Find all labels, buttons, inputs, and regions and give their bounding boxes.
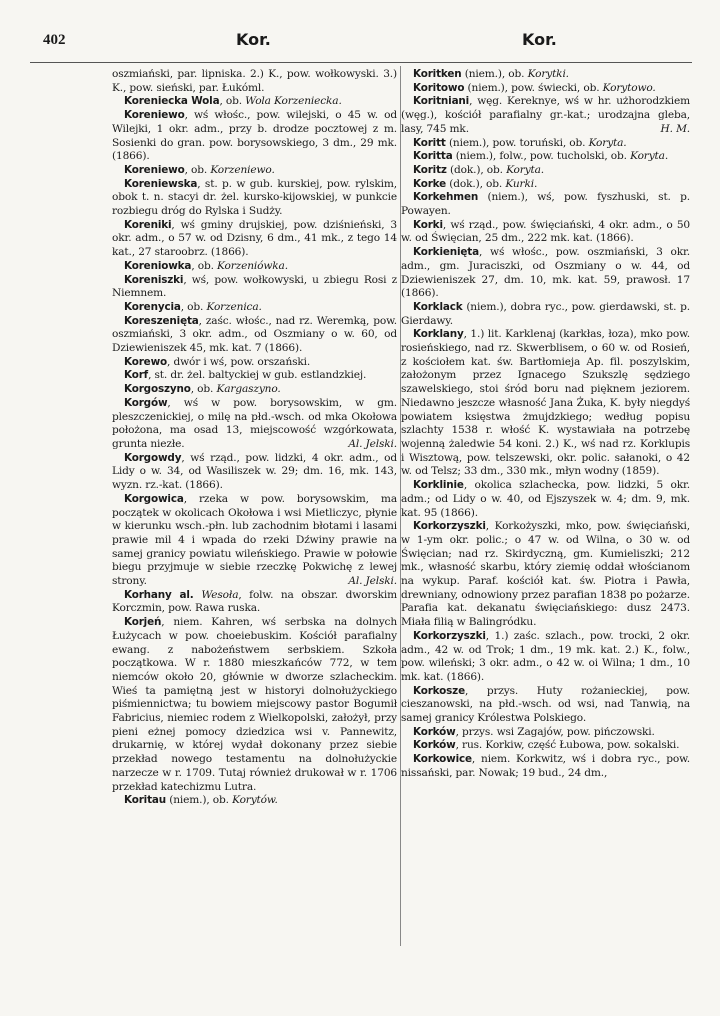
entry-cross-reference: Korytów. xyxy=(232,794,278,807)
dictionary-entry xyxy=(112,260,397,274)
dictionary-entry xyxy=(112,589,397,616)
entry-headword: Korkehmen xyxy=(413,191,479,204)
entry-text: , wś, pow. wołkowyski, u zbiegu Rosi z Niemnem. xyxy=(112,273,397,300)
entry-text: , wś gminy drujskiej, pow. dziśnieński, 3 okr. adm., o 57 w. od Dzisny, 6 dm., 41 mk., z tego 14 kat., 27 staroobrz. (1866). xyxy=(112,218,397,259)
entry-text: , wś włośc., pow. oszmiański, 3 okr. adm., gm. Juraciszki, od Oszmiany o w. 44, od Dziewieniszek 27, dm. 10, mk. kat. 59, prawosł. 17 (1866). xyxy=(401,246,690,300)
entry-headword: Korki xyxy=(413,218,443,231)
entry-headword: Korkowice xyxy=(413,753,472,766)
entry-headword: Koreniewo xyxy=(124,163,185,176)
entry-text: , wś rząd., pow. lidzki, 4 okr. adm., od Lidy o w. 34, od Wasiliszek w. 29; dm. 16, mk. 143, wyzn. rz.-kat. (1866). xyxy=(112,451,397,492)
running-head-left: Kor. xyxy=(236,30,271,49)
dictionary-entry xyxy=(401,164,690,178)
dictionary-entry xyxy=(112,178,397,219)
entry-cross-reference: Kurki. xyxy=(505,177,538,190)
entry-text: , niem. Kahren, wś serbska na dolnych Łużycach w pow. choeiebuskim. Kościół parafialny ewang. z nabożeństwem serbskiem. Szkoła początkowa. W r. 1880 mieszkańców 772, w tem niemców około 20, głównie w dworze szlacheckim. Wieś ta pamiętną jest w historyi dolnołużyckiego piśmiennictwa; tu bowiem miejscowy pastor Bogumił Fabricius, niemiec rodem z Wielkopolski, założył, przy pieni eżnej pomocy dziedzica wsi v. Pannewitz, drukarnię, w której wydał dokonany przez siebie przekład nowego testamentu na dolnołużyckie narzecze w r. 1709. Tutaj również drukował w r. 1706 przekład katechizmu Lutra. xyxy=(112,616,397,793)
dictionary-entry xyxy=(112,274,397,301)
entry-headword: Korgów xyxy=(124,396,168,409)
dictionary-entry xyxy=(112,164,397,178)
entry-text: (niem.), folw., pow. tucholski, ob. xyxy=(452,150,631,163)
entry-headword: Koritau xyxy=(124,794,167,807)
entry-headword: Koreniewo xyxy=(124,109,185,122)
entry-headword: Korkienięta xyxy=(413,246,479,259)
entry-text: (niem.), ob. xyxy=(166,794,233,807)
dictionary-entry xyxy=(112,452,397,493)
entry-headword: Korkorzyszki xyxy=(413,520,486,533)
dictionary-entry xyxy=(112,315,397,356)
entry-text: , dwór i wś, pow. orszański. xyxy=(167,355,311,368)
page-number: 402 xyxy=(43,32,66,48)
entry-cross-reference: Korzeniówka. xyxy=(217,259,288,272)
entry-headword: Korgowdy xyxy=(124,451,182,464)
entry-text: oszmiański, par. lipniska. 2.) K., pow. wołkowyski. 3.) K., pow. sieński, par. Łukóml. xyxy=(112,68,397,94)
entry-text: , ob. xyxy=(184,163,211,176)
entry-signature: Al. Jelski. xyxy=(348,575,397,588)
entry-text: (niem.), pow. toruński, ob. xyxy=(445,136,589,149)
dictionary-entry xyxy=(401,479,690,520)
entry-text: (niem.), wś, pow. fyszhuski, st. p. Powayen. xyxy=(401,191,690,218)
dictionary-entry xyxy=(401,219,690,246)
dictionary-entry xyxy=(401,246,690,301)
dictionary-entry xyxy=(401,726,690,740)
entry-text: , ob. xyxy=(219,95,246,108)
entry-text: , ob. xyxy=(180,300,207,313)
entry-text: , rzeka w pow. borysowskim, ma początek w okolicach Okołowa i wsi Mietliczyc, płynie w kierunku wsch.-płn. lub zachodnim błotami i lasami prawie mil 4 i wpada do rzeki Dźwiny prawie na samej granicy powiatu wileńskiego. Prawie w połowie biegu przyjmuje w siebie rzeczkę Pokwichę z lewej strony. xyxy=(112,492,397,588)
entry-headword: Korhany al. xyxy=(124,588,202,601)
entry-cross-reference: Korzenica. xyxy=(206,300,262,313)
entry-headword: Korke xyxy=(413,177,447,190)
entry-cross-reference: Koryta. xyxy=(630,150,669,163)
entry-headword: Korków xyxy=(413,739,456,752)
entry-headword: Korklany xyxy=(413,328,464,341)
entry-cross-reference: Koryta. xyxy=(506,163,545,176)
entry-text: (dok.), ob. xyxy=(446,163,507,176)
entry-cross-reference: Korytowo. xyxy=(602,81,656,94)
entry-text: , folw. na obszar. dworskim Korczmin, pow. Rawa ruska. xyxy=(112,588,397,615)
entry-text: , Korkożyszki, mko, pow. święciański, w 1-ym okr. polic.; o 47 w. od Wilna, o 30 w. od Święcian; nad rz. Skirdyczną, gm. Kumieliszki; 212 mk., własność skarbu, który ziemię oddał włościanom na wykup. Paraf. kościół kat. św. Piotra i Pawła, drewniany, odnowiony przez parafian 1838 po pożarze. Parafia kat. dekanatu święciańskiego: dusz 2473. Miała filią w Balingródku. xyxy=(401,520,690,629)
dictionary-entry xyxy=(112,616,397,794)
entry-headword: Korgowica xyxy=(124,492,184,505)
dictionary-entry xyxy=(401,178,690,192)
entry-headword: Korjeń xyxy=(124,616,162,629)
entry-text: , st. p. w gub. kurskiej, pow. rylskim, obok t. n. stacyi dr. żel. kursko-kijowskiej, w punkcie rozbiegu dróg do Rylska i Sudży. xyxy=(112,177,397,218)
dictionary-entry xyxy=(112,109,397,164)
header-rule xyxy=(30,62,692,63)
entry-signature: Al. Jelski. xyxy=(348,437,397,450)
entry-cross-reference: Korzeniewo. xyxy=(210,163,275,176)
entry-headword: Koreniszki xyxy=(124,273,184,286)
entry-text: , wś włośc., pow. wilejski, o 45 w. od Wilejki, 1 okr. adm., przy b. drodze pocztowej z m. Sosienki do gran. pow. borysowskiego, 3 dm., 29 mk. (1866). xyxy=(112,109,397,163)
right-column xyxy=(401,68,690,781)
entry-headword: Korklack xyxy=(413,300,463,313)
dictionary-entry xyxy=(401,520,690,630)
entry-cross-reference: Korytki. xyxy=(527,68,569,80)
dictionary-entry xyxy=(112,219,397,260)
dictionary-entry xyxy=(401,95,690,136)
dictionary-entry xyxy=(112,68,397,95)
entry-headword: Koritt xyxy=(413,136,446,149)
dictionary-entry xyxy=(112,794,397,808)
entry-headword: Korewo xyxy=(124,355,168,368)
entry-headword: Koritta xyxy=(413,150,453,163)
entry-text: (niem.), ob. xyxy=(461,68,528,80)
entry-headword: Koreniecka Wola xyxy=(124,95,220,108)
entry-headword: Koreszenięta xyxy=(124,314,199,327)
entry-headword: Korf xyxy=(124,369,149,382)
entry-headword: Koreniowka xyxy=(124,259,192,272)
entry-text: , wś rząd., pow. święciański, 4 okr. adm., o 50 w. od Święcian, 25 dm., 222 mk. kat. (1866). xyxy=(401,218,690,245)
entry-headword: Koritz xyxy=(413,163,447,176)
dictionary-entry xyxy=(112,369,397,383)
entry-headword: Koritken xyxy=(413,68,462,80)
entry-text: , ob. xyxy=(191,259,218,272)
entry-text: (niem.), dobra ryc., pow. gierdawski, st. p. Gierdawy. xyxy=(401,300,690,327)
entry-text: , przys. Huty rożanieckiej, pow. cieszanowski, na płd.-wsch. od wsi, nad Tanwią, na samej granicy Królestwa Polskiego. xyxy=(401,684,690,725)
dictionary-entry xyxy=(401,137,690,151)
page-header xyxy=(0,30,720,54)
entry-headword: Koreniki xyxy=(124,218,172,231)
entry-text: , wś w pow. borysowskim, w gm. pleszczenickiej, o milę na płd.-wsch. od mka Okołowa położona, ma osad 13, miejscowość wzgórkowata, grunta niezłe. xyxy=(112,396,397,450)
entry-headword-italic: Wesoła xyxy=(201,588,239,601)
entry-text: , przys. wsi Zagajów, pow. pińczowski. xyxy=(455,725,655,738)
entry-headword: Korkorzyszki xyxy=(413,629,486,642)
entry-text: (niem.), pow. świecki, ob. xyxy=(464,81,603,94)
dictionary-entry xyxy=(401,150,690,164)
entry-headword: Korgoszyno xyxy=(124,383,191,396)
dictionary-entry xyxy=(112,301,397,315)
dictionary-entry xyxy=(401,191,690,218)
entry-headword: Koritniani xyxy=(413,95,470,108)
entry-text: , st. dr. żel. baltyckiej w gub. estlandzkiej. xyxy=(148,369,367,382)
dictionary-entry xyxy=(401,685,690,726)
dictionary-entry xyxy=(401,739,690,753)
entry-cross-reference: Kargaszyno. xyxy=(216,383,281,396)
entry-text: , ob. xyxy=(190,383,217,396)
running-head-right: Kor. xyxy=(522,30,557,49)
dictionary-entry xyxy=(401,82,690,96)
entry-headword: Korków xyxy=(413,725,456,738)
entry-text: , zaśc. włośc., nad rz. Weremką, pow. oszmiański, 3 okr. adm., od Oszmiany o w. 60, od Dziewieniszek 45, mk. kat. 7 (1866). xyxy=(112,314,397,355)
entry-text: , rus. Korkiw, część Łubowa, pow. sokalski. xyxy=(455,739,680,752)
dictionary-entry xyxy=(401,301,690,328)
dictionary-entry xyxy=(401,753,690,780)
entry-headword: Korenycia xyxy=(124,300,181,313)
entry-signature: H. M. xyxy=(660,122,690,135)
entry-text: , okolica szlachecka, pow. lidzki, 5 okr. adm.; od Lidy o w. 40, od Ejszyszek w. 4; dm. 9, mk. kat. 95 (1866). xyxy=(401,479,690,519)
dictionary-entry xyxy=(401,328,690,479)
entry-text: , niem. Korkwitz, wś i dobra ryc., pow. nissański, par. Nowak; 19 bud., 24 dm., xyxy=(401,753,690,779)
dictionary-entry xyxy=(112,383,397,397)
entry-text: , 1.) lit. Karklenaj (karkłas, łoza), mko pow. rosieńskiego, nad rz. Skwerblisem, o 60 w. od Rosień, z kościołem kat. św. Bartłomieja Ap. fil. poszylskim, założonym przez Ignacego Szukszlę sędziego szawelskiego, stoi śród boru nad pięknem jeziorem. Niedawno jeszcze własność Jana Żuka, K. były niegdyś powiatem księstwa żmujdzkiego; według popisu szlachty 1538 r. włość K. wystawiała na potrzebę wojenną żaledwie 54 koni. 2.) K., wś nad rz. Korklupis i Wisztową, pow. telszewski, okr. polic. sałanoki, o 42 w. od Telsz; 33 dm., 330 mk., młyn wodny (1859). xyxy=(401,328,690,478)
entry-headword: Koritowo xyxy=(413,81,465,94)
entry-headword: Korkosze xyxy=(413,684,465,697)
entry-headword: Korklinie xyxy=(413,479,464,492)
entry-text: (dok.), ob. xyxy=(446,177,506,190)
left-column xyxy=(112,68,397,808)
entry-text: , węg. Kereknye, wś w hr. użhorodzkiem (węg.), kościół parafialny gr.-kat.; urodzajna gleba, lasy, 745 mk. xyxy=(401,95,690,135)
entry-headword: Koreniewska xyxy=(124,177,198,190)
dictionary-entry xyxy=(401,630,690,685)
dictionary-entry xyxy=(112,356,397,370)
dictionary-entry xyxy=(112,493,397,589)
dictionary-entry xyxy=(112,95,397,109)
dictionary-entry xyxy=(401,68,690,82)
entry-cross-reference: Koryta. xyxy=(588,136,627,149)
entry-cross-reference: Wola Korzeniecka. xyxy=(245,95,342,108)
dictionary-entry xyxy=(112,397,397,452)
entry-text: , 1.) zaśc. szlach., pow. trocki, 2 okr. adm., 42 w. od Trok; 1 dm., 19 mk. kat. 2.) K., folw., pow. wileński; 3 okr. adm., o 42 w. oi Wilna; 1 dm., 10 mk. kat. (1866). xyxy=(401,629,690,683)
